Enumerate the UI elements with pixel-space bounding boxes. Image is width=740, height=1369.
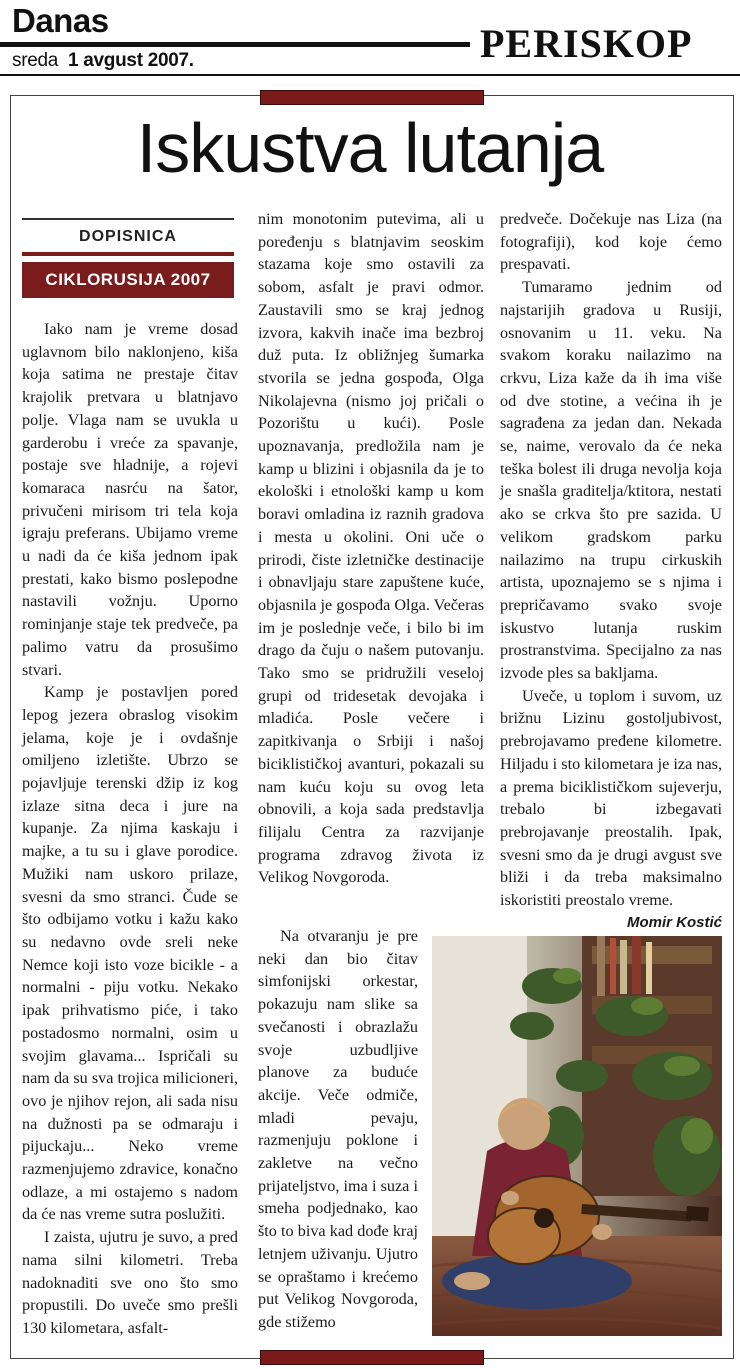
- paragraph: nim monotonim putevima, ali u poređenju s blatnjavim seoskim stazama koje smo ostavili za sobom, asfalt je pravi odmor. Zaustavili smo se kraj jednog izvora, kakvih inače ima bezbroj duž puta. Iz obližnjeg šumarka stvorila se jedna gospođa, Olga Nikolajevna (nismo joj pričali o Pozorištu u kući). Posle upoznavanja, predložila nam je kamp u blizini i objasnila da je to ekološki i etnološki kamp u kom boravi omladina iz raznih gradova i mesta u okolini. Oni uče o prirodi, čiste izletničke destinacije i obnavljaju stare zapuštene kuće, objasnila je gospođa Olga. Večeras im je poslednje veče, i bilo bi im drago da čuju o našem putovanju. Tako smo se pridružili veseloj grupi od tridesetak devojaka i mladića. Posle večere i zapitkivanja o Srbiji i našoj biciklističkoj avanturi, pokazali su nam kuću koju su ovog leta obnovili, a koja sada predstavlja filijalu Centra za razvijanje programa zdravog života iz Velikog Novgoroda.: [258, 210, 484, 887]
- paragraph-text: Uveče, u toplom i suvom, uz brižnu Lizinu gostoljubivost, prebrojavamo pređene kilometre. Hiljadu i sto kilometara je iza nas, a prema biciklističkom sujeverju, trebalo bi izbegavati prebrojavanje preostalih. Ipak, svesni smo da je drugi avgust sve bliži i da treba maksimalno iskoristiti preostalo vreme.: [500, 686, 722, 910]
- kicker-rule-bottom: [22, 252, 234, 256]
- masthead: [0, 0, 740, 80]
- headline: Iskustva lutanja: [136, 109, 604, 187]
- paragraph: Na otvaranju je pre neki dan bio čitav simfonijski orkestar, pokazuju nam slike sa svečanosti i obrazlažu svoje uzbudljive planove za buduće akcije. Veče odmiče, mladi pevaju, razmenjuju poklone i zakletve na večno prijateljstvo, ima i suza i smeha podjednako, kao što to biva kad dođe kraj letnjem uživanju. Ujutro se opraštamo i krećemo put Velikog Novgoroda, gde stižemo: [258, 927, 418, 1331]
- author-byline: Momir Kostić: [626, 913, 722, 931]
- guitar-player-photo: [432, 936, 722, 1336]
- weekday: sreda: [12, 50, 59, 71]
- accent-bar-bottom: [260, 1350, 484, 1365]
- section-name: PERISKOP: [480, 21, 693, 66]
- photo-illustration: [432, 936, 722, 1336]
- paragraph: predveče. Dočekuje nas Liza (na fotografiji), kod koje ćemo prespavati.: [500, 210, 722, 274]
- paragraph: Kamp je postavljen pored lepog jezera obraslog visokim jelama, koje je i ovdašnje omiljeno izletište. Ubrzo se pojavljuje terenski džip iz kog izlaze sitna deca i jure na kupanje. Za njima kaskaju i majke, a tu su i glave porodice. Mužiki nam uskoro prilaze, svesni da smo stranci. Čude se što odbijamo votku i kažu kako su nedavno ovde sreli neke Nemce koji isto voze bicikle - a normalni - piju votku. Nekako ipak prihvatismo piće, i tako postadosmo normalni, osim u svojim glavama... Ispričali su nam da su sva trojica milicioneri, ovo je njihov rejon, ali sada nisu na dužnosti pa se odmaraju i pijuckaju... Neko vreme razmenjujemo zdravice, konačno odlaze, a mi ostajemo s nadom da će nas vreme sutra poslužiti.: [22, 683, 238, 1224]
- article-column-1: [22, 318, 238, 1340]
- kicker: DOPISNICA: [79, 228, 177, 245]
- paragraph: [500, 685, 722, 931]
- article-column-2-lower: [258, 925, 418, 1334]
- paper-name: Danas: [12, 2, 109, 39]
- masthead-rule: [0, 42, 470, 47]
- issue-date: [12, 50, 194, 72]
- paragraph: Iako nam je vreme dosad uglavnom bilo naklonjeno, kiša koja satima ne prestaje čitav krajolik pretvara u blatnjavo polje. Vlaga nam se uvukla u garderobu i vreće za spavanje, postaje sve hladnije, a rojevi komaraca nasrću na šator, privučeni mirisom tri tela koja igraju preferans. Ubijamo vreme u nadi da će kiša jednom ipak prestati, kako bismo poslepodne nastavili vožnju. Uporno rominjanje staje tek predveče, pa palimo vatru da prosušimo stvari.: [22, 320, 238, 679]
- article-column-2: [258, 208, 484, 889]
- date: 1 avgust 2007.: [68, 50, 194, 71]
- masthead-bottom-rule: [0, 74, 740, 76]
- paragraph: Tumaramo jednim od najstarijih gradova u Rusiji, osnovanim u 11. veku. Na svakom koraku nailazimo na crkvu, Liza kaže da ih ima više od dve stotine, a većina ih je sagrađena za jedan dan. Nekada se, naime, verovalo da će neka teška bolest ili druga nevolja koja je snašla graditelja/ktitora, nestati ako se crkva što pre sazida. U velikom gradskom parku nailazimo na trupu cirkuskih artista, upoznajemo se s njima i prepričavamo svako svoje iskustvo lutanja ruskim prostranstvima. Specijalno za nas izvode ples sa bakljama.: [500, 278, 722, 683]
- article-column-3: [500, 208, 722, 935]
- paragraph: I zaista, ujutru je suvo, a pred nama silni kilometri. Treba nadoknaditi sve ono što smo propustili. Do uveče smo prešli 130 kilometara, asfalt-: [22, 1228, 238, 1337]
- series-label: CIKLORUSIJA 2007: [22, 262, 234, 298]
- accent-bar-top: [260, 90, 484, 105]
- kicker-rule-top: [22, 218, 234, 220]
